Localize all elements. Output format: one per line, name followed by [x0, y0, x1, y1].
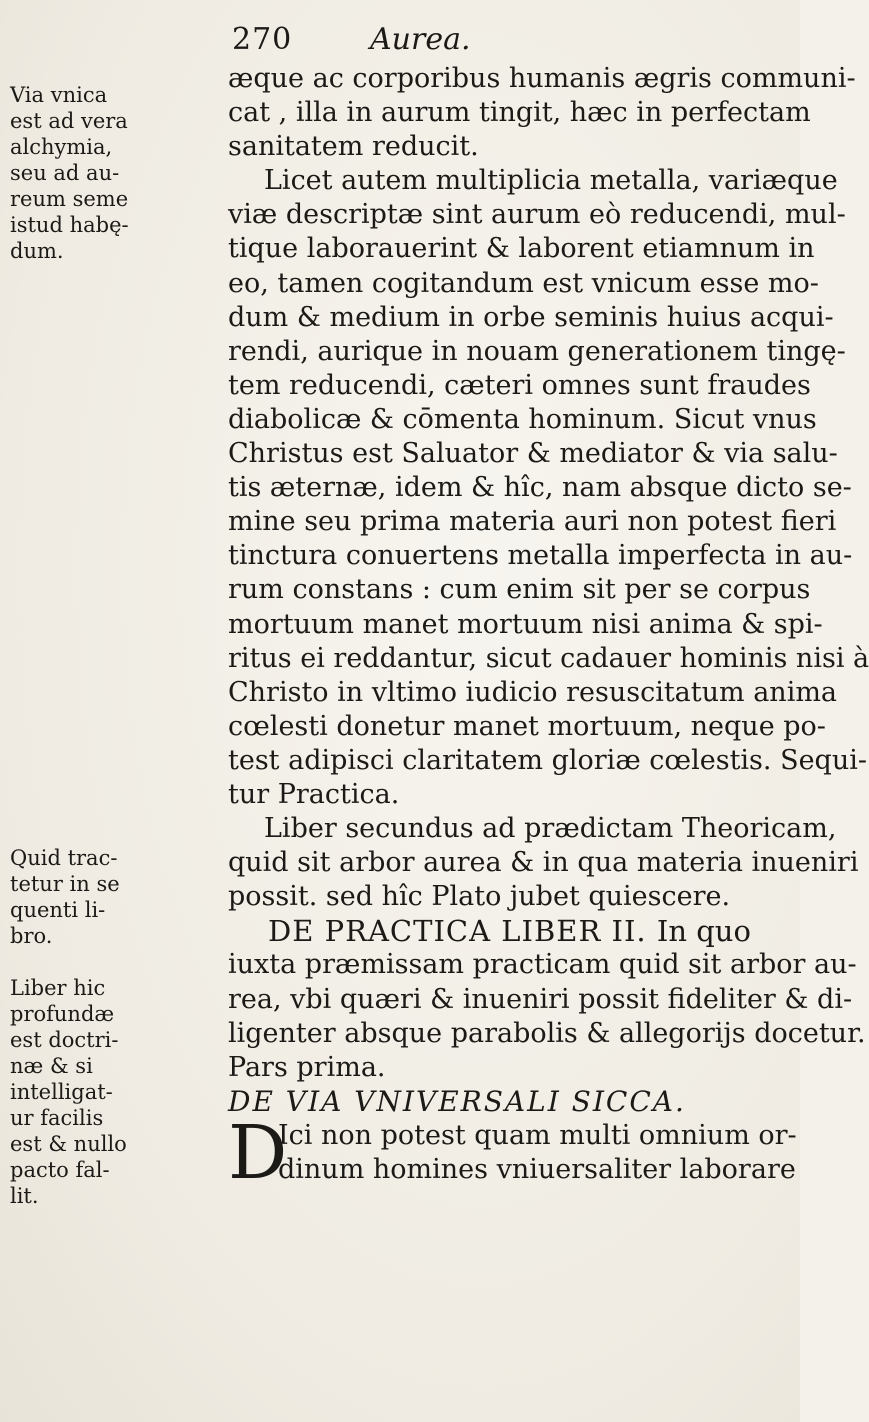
text-line: cœlesti donetur manet mortuum, neque po- — [228, 710, 826, 742]
margin-note-line: tetur in se — [10, 872, 120, 896]
margin-note-line: est ad vera — [10, 109, 128, 133]
text-line: iuxta præmissam practicam quid sit arbor au- — [228, 949, 857, 981]
margin-note-line: intelligat- — [10, 1080, 113, 1104]
main-text — [228, 62, 869, 1196]
text-line: quid sit arbor aurea & in qua materia inueniri — [228, 847, 859, 879]
chapter-subheading: DE VIA VNIVERSALI SICCA. — [228, 1084, 686, 1118]
margin-note-3 — [10, 975, 220, 1209]
text-line: tem reducendi, cæteri omnes sunt fraudes — [228, 369, 811, 401]
text-line: eo, tamen cogitandum est vnicum esse mo- — [228, 267, 819, 299]
margin-note-line: Liber hic — [10, 976, 106, 1000]
margin-note-line: alchymia, — [10, 135, 113, 159]
text-line: rum constans : cum enim sit per se corpus — [228, 574, 811, 606]
text-line: test adipisci claritatem gloriæ cœlestis. Sequi- — [228, 744, 867, 776]
text-line: tur Practica. — [228, 778, 400, 810]
margin-note-line: lit. — [10, 1184, 39, 1208]
margin-note-line: istud habę- — [10, 213, 129, 237]
margin-note-line: Quid trac- — [10, 846, 118, 870]
margin-note-line: seu ad au- — [10, 161, 120, 185]
margin-note-line: dum. — [10, 239, 64, 263]
text-line: Licet autem multiplicia metalla, variæque — [264, 165, 838, 197]
text-line: dum & medium in orbe seminis huius acqui- — [228, 301, 834, 333]
drop-cap-text: Ici non potest quam multi omnium or- — [278, 1119, 797, 1151]
text-line: tis æternæ, idem & hîc, nam absque dicto se- — [228, 472, 852, 504]
margin-note-line: næ & si — [10, 1054, 93, 1078]
margin-note-2 — [10, 845, 220, 949]
text-line: viæ descriptæ sint aurum eò reducendi, mul- — [228, 199, 846, 231]
text-line: diabolicæ & cōmenta hominum. Sicut vnus — [228, 403, 817, 435]
text-line: dinum homines vniuersaliter laborare — [278, 1154, 796, 1185]
text-line: rea, vbi quæri & inueniri possit fideliter & di- — [228, 983, 853, 1015]
page-header — [232, 22, 772, 62]
section-heading-continuation: In quo — [656, 914, 751, 949]
running-title: Aurea. — [370, 22, 471, 57]
text-line: tinctura conuertens metalla imperfecta in au- — [228, 540, 853, 572]
text-line: ritus ei reddantur, sicut cadauer hominis nisi à — [228, 642, 869, 674]
text-line: possit. sed hîc Plato jubet quiescere. — [228, 881, 731, 913]
section-heading-title: DE PRACTICA LIBER II. — [268, 914, 647, 949]
text-line: æque ac corporibus humanis ægris communi- — [228, 63, 856, 94]
section-heading — [228, 914, 788, 948]
margin-note-line: quenti li- — [10, 898, 106, 922]
text-line: mine seu prima materia auri non potest fieri — [228, 506, 837, 538]
text-line: ligenter absque parabolis & allegorijs docetur. — [228, 1017, 866, 1049]
text-line: sanitatem reducit. — [228, 131, 479, 163]
drop-cap: D — [228, 1109, 288, 1196]
text-line: Liber secundus ad prædictam Theoricam, — [264, 813, 837, 845]
margin-note-line: Via vnica — [10, 83, 108, 107]
text-line: rendi, aurique in nouam generationem tingę- — [228, 335, 846, 367]
text-line: Pars prima. — [228, 1051, 386, 1083]
margin-note-line: bro. — [10, 924, 53, 948]
text-line: cat , illa in aurum tingit, hæc in perfectam — [228, 97, 811, 129]
text-line: mortuum manet mortuum nisi anima & spi- — [228, 608, 823, 640]
margin-note-line: ur facilis — [10, 1106, 104, 1130]
text-line: Christo in vltimo iudicio resuscitatum anima — [228, 676, 838, 708]
page-number: 270 — [232, 22, 293, 57]
margin-note-line: est doctri- — [10, 1028, 119, 1052]
margin-note-line: reum seme — [10, 187, 129, 211]
margin-note-line: est & nullo — [10, 1132, 127, 1156]
text-line: tique laborauerint & laborent etiamnum in — [228, 233, 815, 265]
margin-note-line: pacto fal- — [10, 1158, 110, 1182]
margin-note-line: profundæ — [10, 1002, 115, 1026]
margin-note-1 — [10, 82, 220, 264]
text-line: Christus est Saluator & mediator & via salu- — [228, 438, 838, 470]
